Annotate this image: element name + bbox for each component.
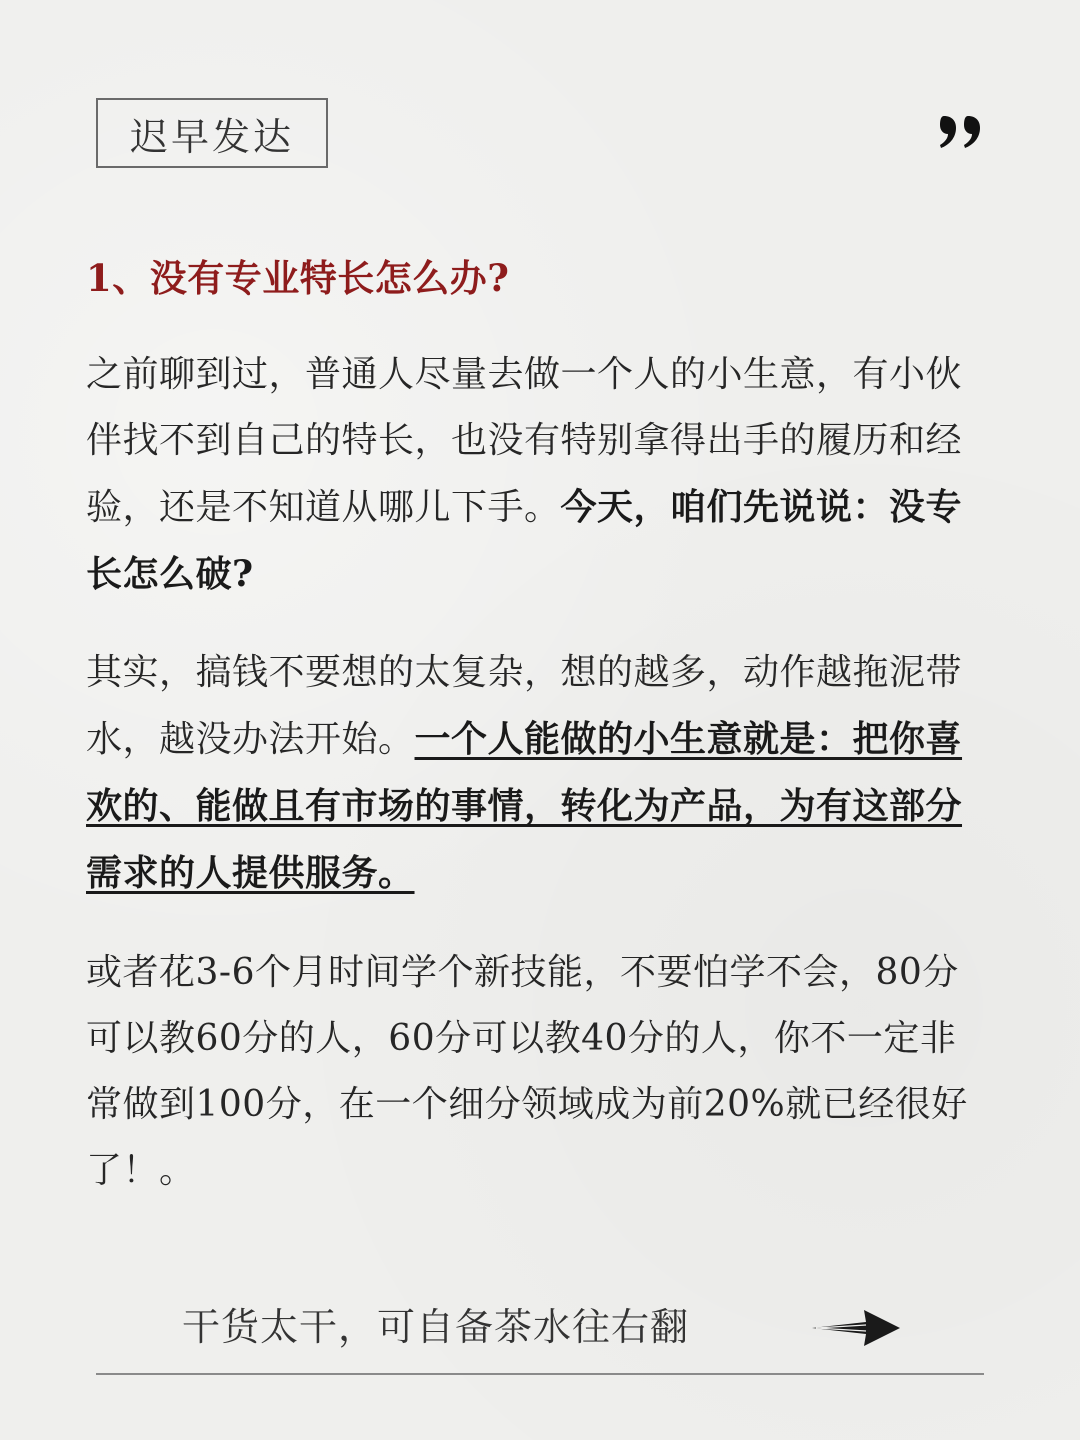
paragraph-skill [86, 940, 990, 1204]
paragraph-core [86, 640, 990, 907]
title-tag-box [96, 98, 328, 168]
title-tag: 迟早发达 [129, 114, 294, 159]
right-arrow-icon[interactable] [808, 1304, 904, 1352]
closing-quote-icon [938, 112, 982, 156]
paragraph-core-underlined: 一个人能做的小生意就是：把你喜欢的、能做且有市场的事情，转化为产品，为有这部分需求的人提供服务。 [86, 718, 963, 894]
footer-hint: 干货太干，可自备茶水往右翻 [182, 1305, 690, 1349]
paragraph-intro-text: 之前聊到过，普通人尽量去做一个人的小生意，有小伙伴找不到自己的特长，也没有特别拿得出手的履历和经验，还是不知道从哪儿下手。 [86, 354, 963, 528]
footer-divider [96, 1373, 984, 1375]
paragraph-core-text: 其实，搞钱不要想的太复杂，想的越多，动作越拖泥带水，越没办法开始。 [86, 652, 963, 760]
paragraph-intro-bold: 今天，咱们先说说：没专长怎么破? [86, 486, 963, 595]
section-heading: 1、没有专业特长怎么办? [86, 256, 510, 300]
paragraph-skill-text: 或者花3-6个月时间学个新技能，不要怕学不会，80分可以教60分的人，60分可以教40分的人，你不一定非常做到100分，在一个细分领域成为前20%就已经很好了！。 [86, 952, 968, 1191]
paragraph-intro [86, 342, 990, 608]
